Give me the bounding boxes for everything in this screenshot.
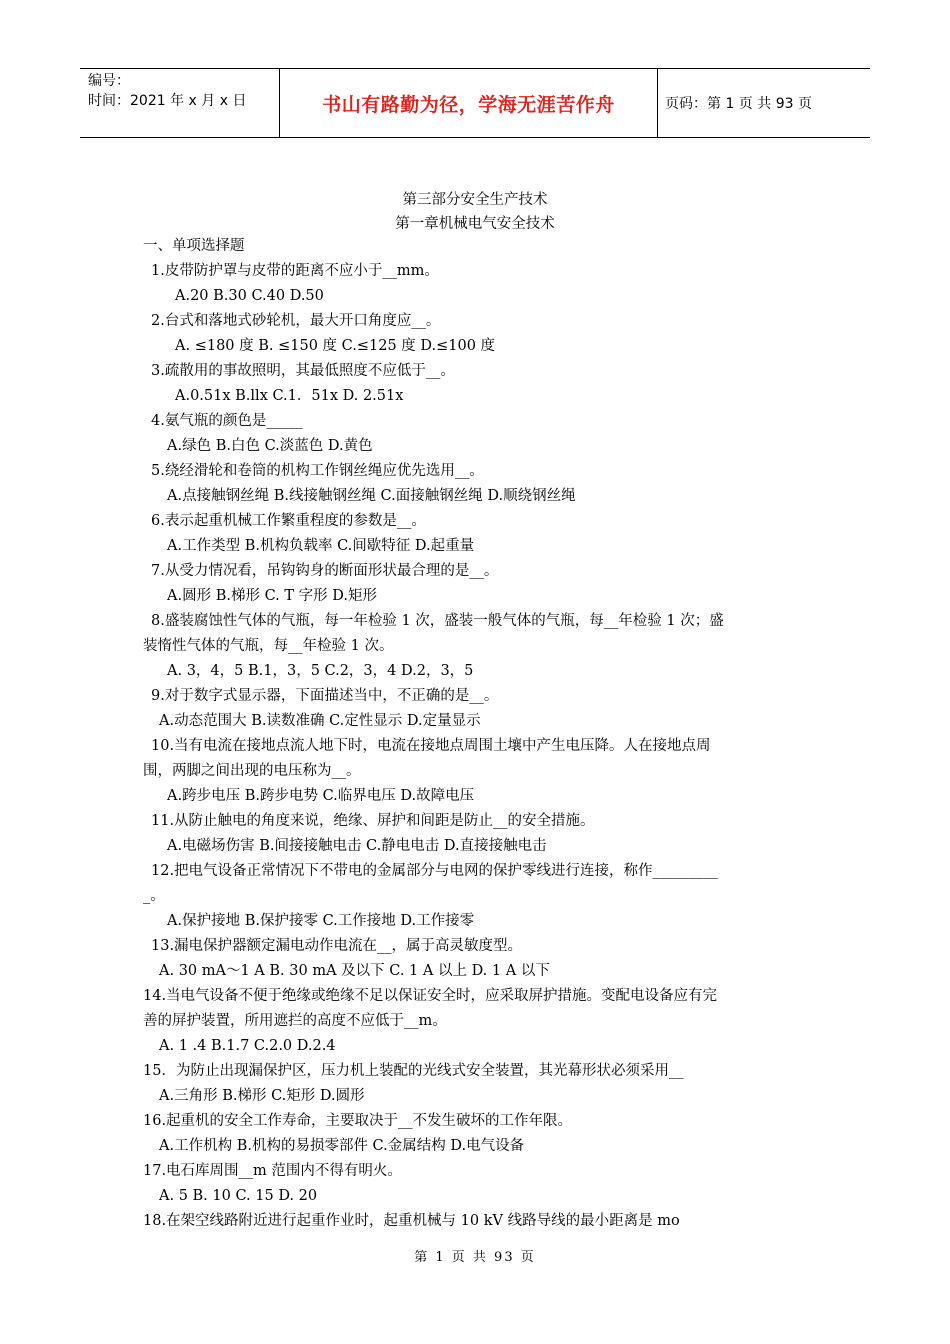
text-line: 装惰性气体的气瓶，每__年检验 1 次。 [143,638,394,654]
text-line: 5.绕经滑轮和卷筒的机构工作钢丝绳应优先选用__。 [151,463,484,479]
text-line: A.点接触钢丝绳 B.线接触钢丝绳 C.面接触钢丝绳 D.顺绕钢丝绳 [167,488,576,504]
text-line: 16.起重机的安全工作寿命，主要取决于__不发生破坏的工作年限。 [143,1113,573,1129]
text-line: A.跨步电压 B.跨步电势 C.临界电压 D.故障电压 [167,788,475,804]
text-line: 17.电石库周围__m 范围内不得有明火。 [143,1163,402,1179]
text-line: 11.从防止触电的角度来说，绝缘、屏护和间距是防止__的安全措施。 [151,813,595,829]
page-footer: 第 1 页 共 93 页 [414,1250,536,1265]
header-motto: 书山有路勤为径，学海无涯苦作舟 [280,69,658,137]
text-line: 3.疏散用的事故照明，其最低照度不应低于__。 [151,363,455,379]
text-line: A.三角形 B.梯形 C.矩形 D.圆形 [159,1088,365,1104]
text-line: 13.漏电保护器额定漏电动作电流在__，属于高灵敏度型。 [151,938,523,954]
question-list [143,234,813,1234]
text-line: 9.对于数字式显示器，下面描述当中，不正确的是__。 [151,688,499,704]
text-line: 14.当电气设备不便于绝缘或绝缘不足以保证安全时，应采取屏护措施。变配电设备应有完 [143,988,718,1004]
text-line: A.工作类型 B.机构负载率 C.间歇特征 D.起重量 [167,538,475,554]
text-line: 15．为防止出现漏保护区，压力机上装配的光线式安全装置，其光幕形状必须采用__ [143,1063,684,1079]
text-line: A. ≤180 度 B. ≤150 度 C.≤125 度 D.≤100 度 [175,338,496,354]
header-page-info: 页码：第 1 页 共 93 页 [665,96,812,112]
text-line: A. 5 B. 10 C. 15 D. 20 [159,1188,318,1204]
text-line: A. 3，4，5 B.1，3，5 C.2，3，4 D.2，3，5 [167,663,474,679]
text-line: A.0.51x B.llx C.1．51x D. 2.51x [175,388,404,404]
text-line: 6.表示起重机械工作繁重程度的参数是__。 [151,513,426,529]
text-line: 2.台式和落地式砂轮机，最大开口角度应__。 [151,313,441,329]
page-header [80,68,870,138]
time-label: 时间：2021 年 x 月 x 日 [88,93,247,109]
text-line: A.电磁场伤害 B.间接接触电击 C.静电电击 D.直接接触电击 [167,838,547,854]
text-line: 4.氨气瓶的颜色是_____ [151,413,303,429]
text-line: A.绿色 B.白色 C.淡蓝色 D.黄色 [167,438,373,454]
header-meta [80,69,280,137]
part-title: 第三部分安全生产技术 [402,192,548,208]
text-line: A.圆形 B.梯形 C. T 字形 D.矩形 [167,588,377,604]
text-line: 18.在架空线路附近进行起重作业时，起重机械与 10 kV 线路导线的最小距离是 mo [143,1213,680,1229]
text-line: A.20 B.30 C.40 D.50 [175,288,324,304]
text-line: A. 30 mA～1 A B. 30 mA 及以下 C. 1 A 以上 D. 1 A 以下 [159,963,550,979]
text-line: 1.皮带防护罩与皮带的距离不应小于__mm。 [151,263,439,279]
number-label: 编号： [88,73,130,89]
text-line: 围，两脚之间出现的电压称为__。 [143,763,361,779]
text-line: A. 1 .4 B.1.7 C.2.0 D.2.4 [159,1038,336,1054]
text-line: 12.把电气设备正常情况下不带电的金属部分与电网的保护零线进行连接，称作_________ [151,863,718,879]
text-line: 10.当有电流在接地点流人地下时，电流在接地点周围土壤中产生电压降。人在接地点周 [151,738,711,754]
text-line: 7.从受力情况看，吊钩钩身的断面形状最合理的是__。 [151,563,499,579]
document-titles [0,188,950,236]
text-line: A.保护接地 B.保护接零 C.工作接地 D.工作接零 [167,913,475,929]
text-line: 善的屏护装置，所用遮拦的高度不应低于__m。 [143,1013,447,1029]
text-line: 8.盛装腐蚀性气体的气瓶，每一年检验 1 次，盛装一般气体的气瓶，每__年检验 1 次；盛 [151,613,724,629]
text-line: 一、单项选择题 [143,238,245,254]
text-line: A.工作机构 B.机构的易损零部件 C.金属结构 D.电气设备 [159,1138,525,1154]
text-line: A.动态范围大 B.读数准确 C.定性显示 D.定量显示 [159,713,481,729]
text-line: _。 [143,888,165,904]
chapter-title: 第一章机械电气安全技术 [395,216,555,232]
